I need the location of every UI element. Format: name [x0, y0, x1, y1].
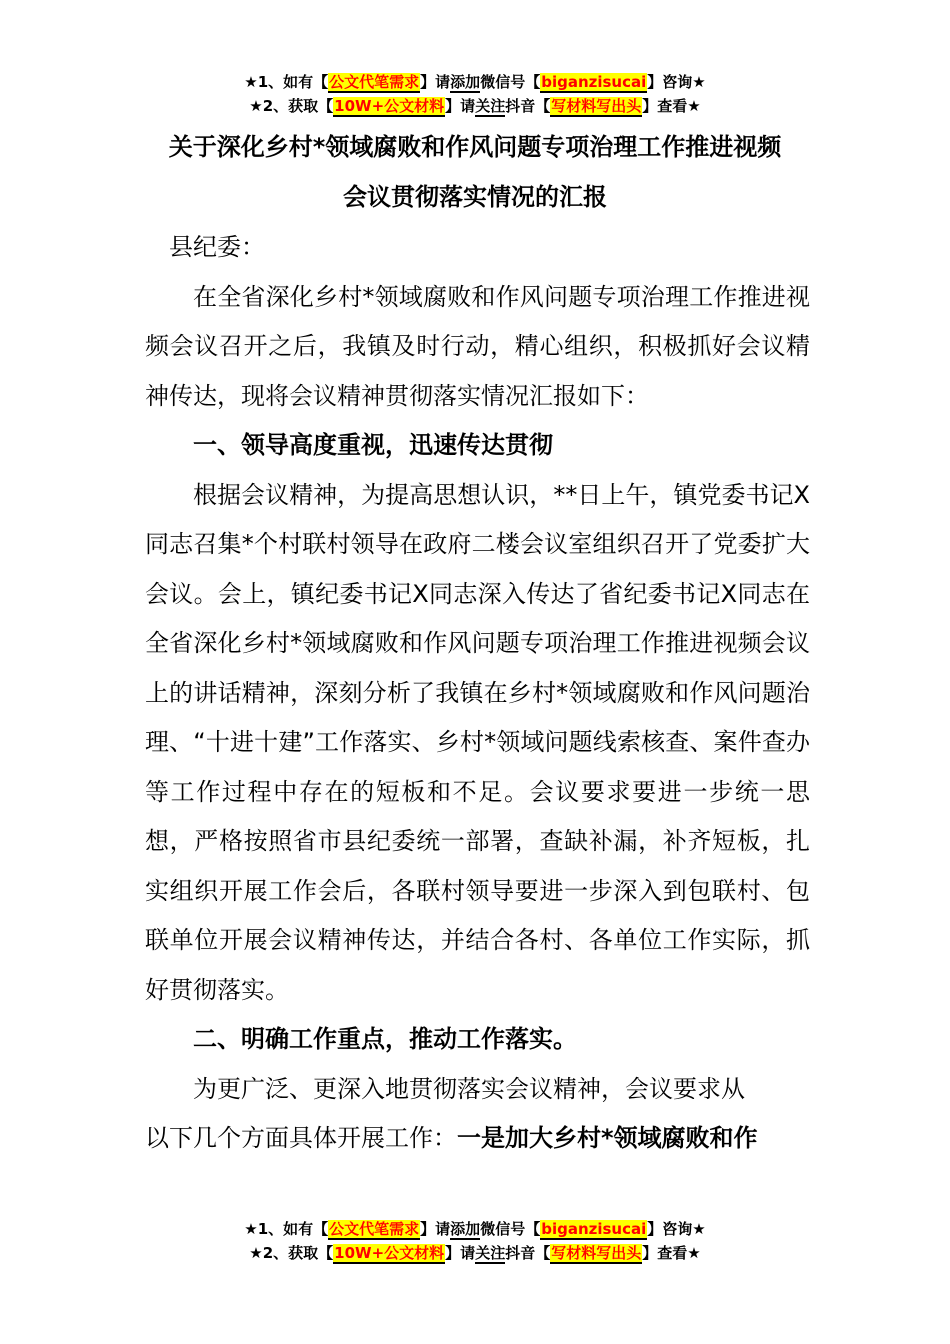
- star-icon: ★: [249, 97, 263, 115]
- promo-text: 】请: [420, 73, 451, 91]
- section-1-paragraph: 根据会议精神，为提高思想认识，**日上午，镇党委书记X同志召集*个村联村领导在政府二楼会议室组织召开了党委扩大会议。会上，镇纪委书记X同志深入传达了省纪委书记X同志在全省深化乡村*领域腐败和作风问题专项治理工作推进视频会议上的讲话精神，深刻分析了我镇在乡村*领域腐败和作风问题治理、“十进十建”工作落实、乡村*领域问题线索核查、案件查办等工作过程中存在的短板和不足。会议要求要进一步统一思想，严格按照省市县纪委统一部署，查缺补漏，补齐短板，扎实组织开展工作会后，各联村领导要进一步深入到包联村、包联单位开展会议精神传达，并结合各村、各单位工作实际，抓好贯彻落实。: [145, 480, 810, 1004]
- highlight-service: 公文代笔需求: [329, 1220, 420, 1238]
- intro-paragraph: 在全省深化乡村*领域腐败和作风问题专项治理工作推进视频会议召开之后，我镇及时行动，精心组织，积极抓好会议精神传达，现将会议精神贯彻落实情况汇报如下：: [145, 282, 810, 410]
- section-2-bold-point: 一是加大乡村*领域腐败和作: [457, 1124, 758, 1152]
- highlight-wechat-id: biganzisucai: [541, 1220, 647, 1238]
- highlight-wechat-id: biganzisucai: [541, 73, 647, 91]
- star-icon: ★: [244, 1220, 258, 1238]
- promo-text: 】咨询: [647, 1220, 693, 1238]
- promo-text: 2、获取【: [262, 1244, 334, 1262]
- section-2-line-1: 为更广泛、更深入地贯彻落实会议精神，会议要求从: [193, 1074, 745, 1103]
- promo-text: 抖音【: [505, 1244, 551, 1262]
- section-2-line-2: 以下几个方面具体开展工作：: [145, 1124, 457, 1152]
- title-line-1: 关于深化乡村*领域腐败和作风问题专项治理工作推进视频: [168, 133, 782, 161]
- highlight-douyin-id: 写材料写出头: [551, 1244, 642, 1262]
- promo-line-1: [0, 70, 950, 94]
- promo-text: 】咨询: [647, 73, 693, 91]
- underline-add: 添加: [450, 73, 481, 91]
- promo-line-2: [0, 94, 950, 118]
- highlight-service: 公文代笔需求: [329, 73, 420, 91]
- promo-text: 微信号【: [480, 1220, 541, 1238]
- highlight-materials: 10W+公文材料: [334, 97, 445, 115]
- underline-follow: 关注: [475, 97, 506, 115]
- document-title: [100, 122, 850, 222]
- star-icon: ★: [692, 1220, 706, 1238]
- star-icon: ★: [687, 1244, 701, 1262]
- star-icon: ★: [249, 1244, 263, 1262]
- salutation: 县纪委：: [169, 233, 265, 261]
- promo-text: 】请: [445, 97, 476, 115]
- promo-text: 2、获取【: [262, 97, 334, 115]
- underline-follow: 关注: [475, 1244, 506, 1262]
- section-heading-1: 一、领导高度重视，迅速传达贯彻: [193, 431, 553, 459]
- highlight-materials: 10W+公文材料: [334, 1244, 445, 1262]
- promo-text: 抖音【: [505, 97, 551, 115]
- title-line-2: 会议贯彻落实情况的汇报: [343, 183, 607, 211]
- star-icon: ★: [687, 97, 701, 115]
- promo-text: 1、如有【: [257, 73, 329, 91]
- promo-text: 1、如有【: [257, 1220, 329, 1238]
- section-2-paragraph: [145, 1065, 810, 1115]
- section-heading-2: 二、明确工作重点，推动工作落实。: [193, 1025, 577, 1053]
- header-promo-banner: [0, 70, 950, 118]
- promo-text: 】查看: [642, 97, 688, 115]
- document-body: [145, 223, 810, 1164]
- promo-text: 微信号【: [480, 73, 541, 91]
- section-2-paragraph-cont: [145, 1114, 810, 1164]
- underline-add: 添加: [450, 1220, 481, 1238]
- footer-promo-banner: [0, 1217, 950, 1265]
- promo-text: 】请: [420, 1220, 451, 1238]
- promo-line-1: [0, 1217, 950, 1241]
- highlight-douyin-id: 写材料写出头: [551, 97, 642, 115]
- star-icon: ★: [692, 73, 706, 91]
- promo-text: 】查看: [642, 1244, 688, 1262]
- promo-text: 】请: [445, 1244, 476, 1262]
- star-icon: ★: [244, 73, 258, 91]
- promo-line-2: [0, 1241, 950, 1265]
